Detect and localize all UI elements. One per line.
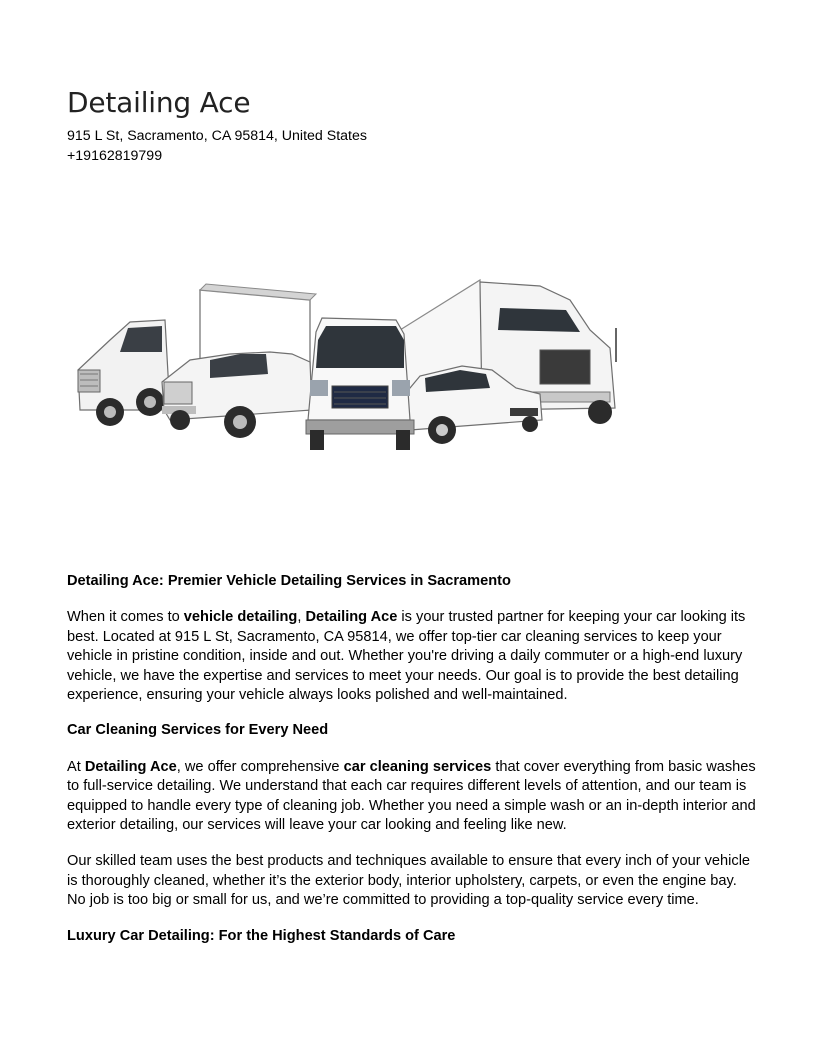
section-heading-luxury: Luxury Car Detailing: For the Highest Standards of Care — [67, 927, 456, 944]
business-address: 915 L St, Sacramento, CA 95814, United States — [67, 128, 367, 144]
emphasis-business-name: Detailing Ace — [84, 758, 177, 775]
section-paragraph-intro: When it comes to vehicle detailing, Detailing Ace is your trusted partner for keeping your car looking its best. Located at 915 L St, Sacramento, CA 95814, we offer top-tier car cleaning services to keep your vehicle in pristine condition, inside and out. Whether you're driving a daily commuter or a high-end luxury vehicle, we have the expertise and services to meet your needs. Our goal is to provide the best detailing experience, ensuring your vehicle always looks polished and well-maintained. — [67, 609, 746, 704]
section-heading-car-cleaning: Car Cleaning Services for Every Need — [67, 722, 329, 739]
cargo-van — [306, 318, 414, 450]
pickup-truck — [162, 352, 312, 438]
business-phone: +19162819799 — [67, 148, 163, 164]
emphasis-vehicle-detailing: vehicle detailing — [183, 609, 298, 626]
page-title: Detailing Ace — [67, 86, 251, 119]
vehicles-image — [70, 270, 630, 470]
article-body — [67, 572, 757, 946]
section-paragraph-team: Our skilled team uses the best products and techniques available to ensure that every inch of your vehicle is thoroughly cleaned, whether it’s the exterior body, interior upholstery, carpets, or even the engine bay. No job is too big or small for us, and we’re committed to providing a top-quality service every time. — [67, 853, 751, 909]
emphasis-car-cleaning-services: car cleaning services — [343, 758, 492, 775]
section-heading-premier: Detailing Ace: Premier Vehicle Detailing Services in Sacramento — [67, 573, 511, 589]
section-paragraph-services: At Detailing Ace, we offer comprehensive car cleaning services that cover everything from basic washes to full-service detailing. We understand that each car requires different levels of attention, and our team is equipped to handle every type of cleaning job. Whether you need a simple wash or an in-depth interior and exterior detailing, our services will leave your car looking and feeling like new. — [67, 758, 756, 834]
emphasis-business-name: Detailing Ace — [305, 609, 398, 626]
